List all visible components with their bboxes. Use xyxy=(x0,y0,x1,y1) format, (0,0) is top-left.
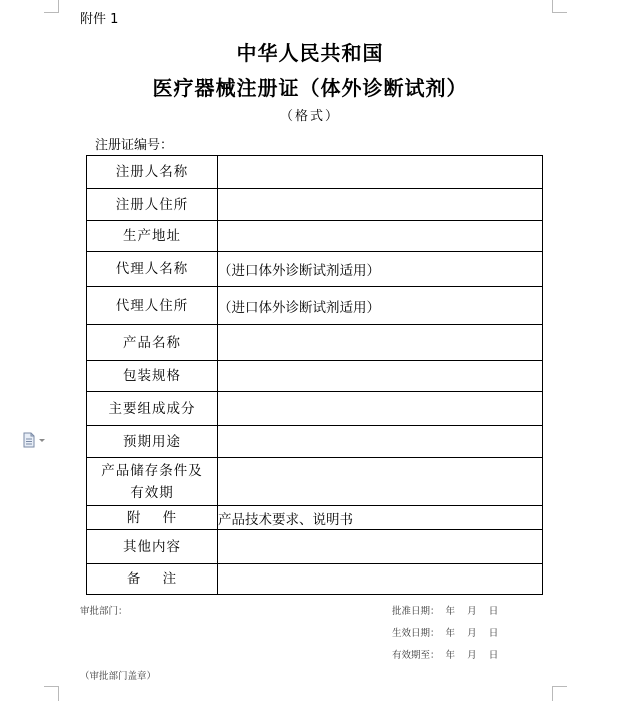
effective-date-label: 生效日期： 年 月 日 xyxy=(392,628,499,639)
table-row xyxy=(87,426,543,458)
page-corner-mark xyxy=(44,686,59,701)
row-label xyxy=(87,458,218,506)
table-row xyxy=(87,252,543,287)
row-label: 生产地址 xyxy=(87,221,218,252)
page-corner-mark xyxy=(552,686,567,701)
row-value xyxy=(218,325,543,361)
row-label-line: 有效期 xyxy=(130,484,174,501)
row-value xyxy=(218,426,543,458)
attachment-label: 附件 1 xyxy=(80,12,119,27)
row-label: 主要组成成分 xyxy=(87,392,218,426)
table-row xyxy=(87,156,543,189)
row-value xyxy=(218,564,543,595)
row-label: 代理人名称 xyxy=(87,252,218,287)
row-label: 其他内容 xyxy=(87,530,218,564)
row-value xyxy=(218,458,543,506)
approval-department-label: 审批部门： xyxy=(80,606,128,617)
row-value xyxy=(218,361,543,392)
table-row xyxy=(87,458,543,506)
row-label: 注册人住所 xyxy=(87,189,218,221)
table-row xyxy=(87,564,543,595)
row-value xyxy=(218,392,543,426)
table-row xyxy=(87,221,543,252)
table-row xyxy=(87,506,543,530)
format-note: （格式） xyxy=(279,109,340,124)
table-row xyxy=(87,392,543,426)
row-label: 预期用途 xyxy=(87,426,218,458)
row-label: 备 注 xyxy=(87,564,218,595)
page-corner-mark xyxy=(44,0,59,13)
document-icon[interactable] xyxy=(20,432,50,448)
title-line-1: 中华人民共和国 xyxy=(236,41,384,65)
row-label: 包装规格 xyxy=(87,361,218,392)
table-row xyxy=(87,287,543,325)
table-row xyxy=(87,325,543,361)
registration-form-table xyxy=(86,155,543,595)
seal-note: （审批部门盖章） xyxy=(80,671,157,682)
table-row xyxy=(87,189,543,221)
row-value xyxy=(218,221,543,252)
table-row xyxy=(87,530,543,564)
row-label: 注册人名称 xyxy=(87,156,218,189)
row-value xyxy=(218,189,543,221)
row-label: 附 件 xyxy=(87,506,218,530)
title-line-2: 医疗器械注册证（体外诊断试剂） xyxy=(152,76,468,100)
row-value xyxy=(218,530,543,564)
page-corner-mark xyxy=(552,0,567,13)
row-value: （进口体外诊断试剂适用） xyxy=(218,252,543,287)
table-row xyxy=(87,361,543,392)
registration-number-label: 注册证编号： xyxy=(95,138,174,153)
approval-date-label: 批准日期： 年 月 日 xyxy=(392,606,499,617)
row-label: 产品名称 xyxy=(87,325,218,361)
expiry-date-label: 有效期至： 年 月 日 xyxy=(392,650,499,661)
row-label: 代理人住所 xyxy=(87,287,218,325)
row-label-line: 产品储存条件及 xyxy=(101,462,203,479)
row-value: 产品技术要求、说明书 xyxy=(218,506,543,530)
row-value: （进口体外诊断试剂适用） xyxy=(218,287,543,325)
row-value xyxy=(218,156,543,189)
